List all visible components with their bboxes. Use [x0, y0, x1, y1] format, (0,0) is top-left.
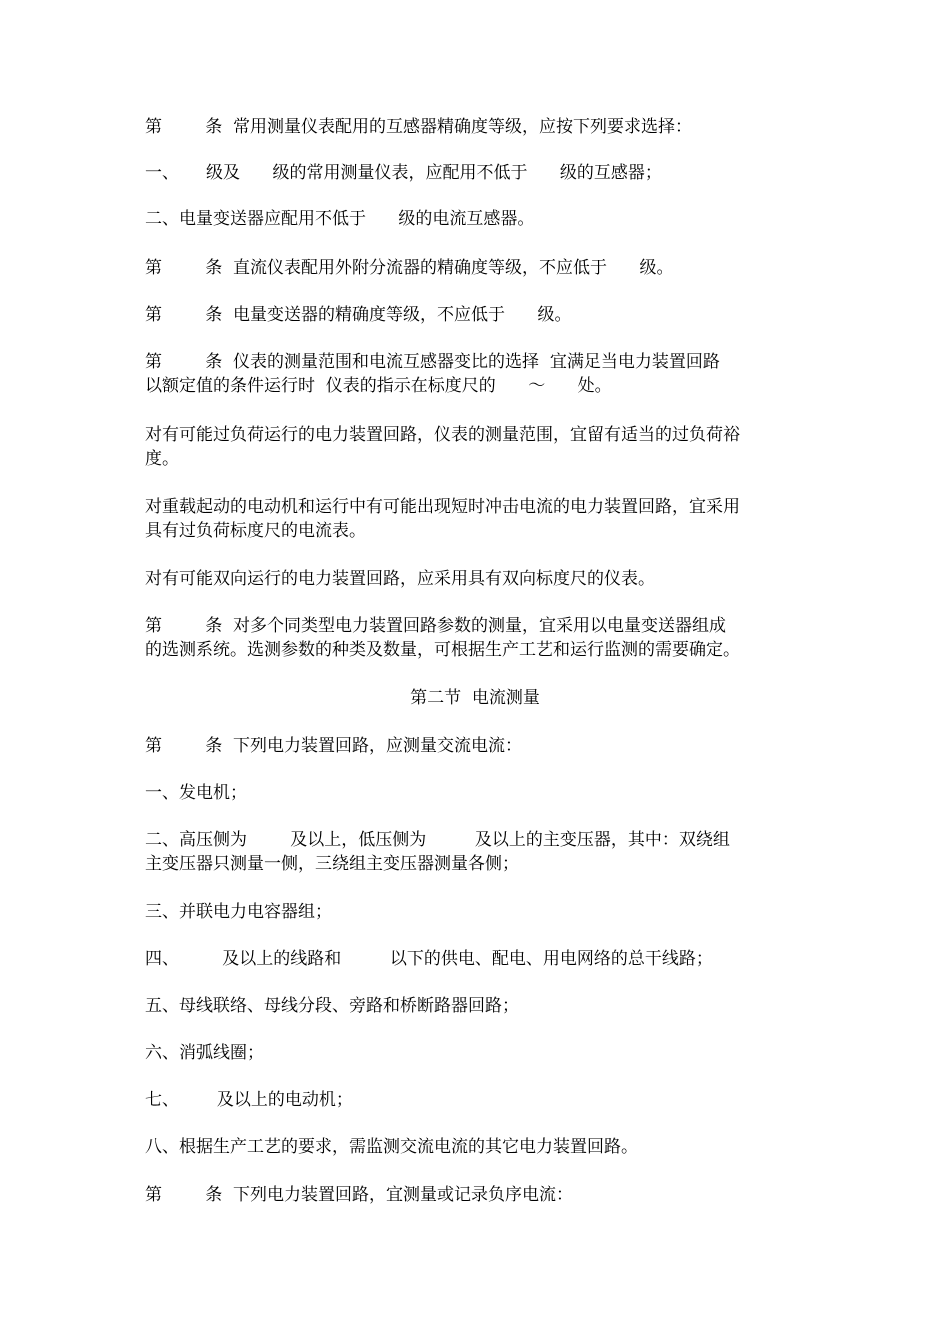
article-line: 第 条 下列电力装置回路，宜测量或记录负序电流： — [145, 1185, 574, 1205]
list-item: 八、根据生产工艺的要求，需监测交流电流的其它电力装置回路。 — [145, 1137, 638, 1157]
article-line: 第 条 常用测量仪表配用的互感器精确度等级，应按下列要求选择： — [145, 117, 693, 137]
list-item: 四、 及以上的线路和 以下的供电、配电、用电网络的总干线路； — [145, 949, 713, 969]
article-line-continuation: 的选测系统。选测参数的种类及数量，可根据生产工艺和运行监测的需要确定。 — [145, 640, 740, 660]
article-line: 第 条 直流仪表配用外附分流器的精确度等级，不应低于 级。 — [145, 258, 674, 278]
paragraph-line: 对重载起动的电动机和运行中有可能出现短时冲击电流的电力装置回路，宜采用 — [145, 497, 740, 517]
list-item: 一、 级及 级的常用测量仪表，应配用不低于 级的互感器； — [145, 163, 662, 183]
list-item: 六、消弧线圈； — [145, 1043, 264, 1063]
paragraph-line-continuation: 具有过负荷标度尺的电流表。 — [145, 521, 366, 541]
list-item-continuation: 主变压器只测量一侧，三绕组主变压器测量各侧； — [145, 854, 519, 874]
list-item: 二、电量变送器应配用不低于 级的电流互感器。 — [145, 209, 535, 229]
list-item: 三、并联电力电容器组； — [145, 902, 332, 922]
article-line: 第 条 仪表的测量范围和电流互感器变比的选择 宜满足当电力装置回路 — [145, 352, 720, 372]
paragraph-line: 对有可能双向运行的电力装置回路，应采用具有双向标度尺的仪表。 — [145, 569, 655, 589]
list-item: 五、母线联络、母线分段、旁路和桥断路器回路； — [145, 996, 519, 1016]
paragraph-line: 对有可能过负荷运行的电力装置回路，仪表的测量范围，宜留有适当的过负荷裕 — [145, 425, 740, 445]
article-line: 第 条 对多个同类型电力装置回路参数的测量，宜采用以电量变送器组成 — [145, 616, 727, 636]
article-line: 第 条 下列电力装置回路，应测量交流电流： — [145, 736, 523, 756]
paragraph-line-continuation: 度。 — [145, 449, 179, 469]
article-line: 第 条 电量变送器的精确度等级，不应低于 级。 — [145, 305, 572, 325]
list-item: 二、高压侧为 及以上，低压侧为 及以上的主变压器，其中：双绕组 — [145, 830, 730, 850]
article-line-continuation: 以额定值的条件运行时 仪表的指示在标度尺的 ～ 处。 — [145, 376, 612, 396]
list-item: 七、 及以上的电动机； — [145, 1090, 353, 1110]
section-heading: 第二节 电流测量 — [410, 688, 540, 708]
list-item: 一、发电机； — [145, 783, 247, 803]
